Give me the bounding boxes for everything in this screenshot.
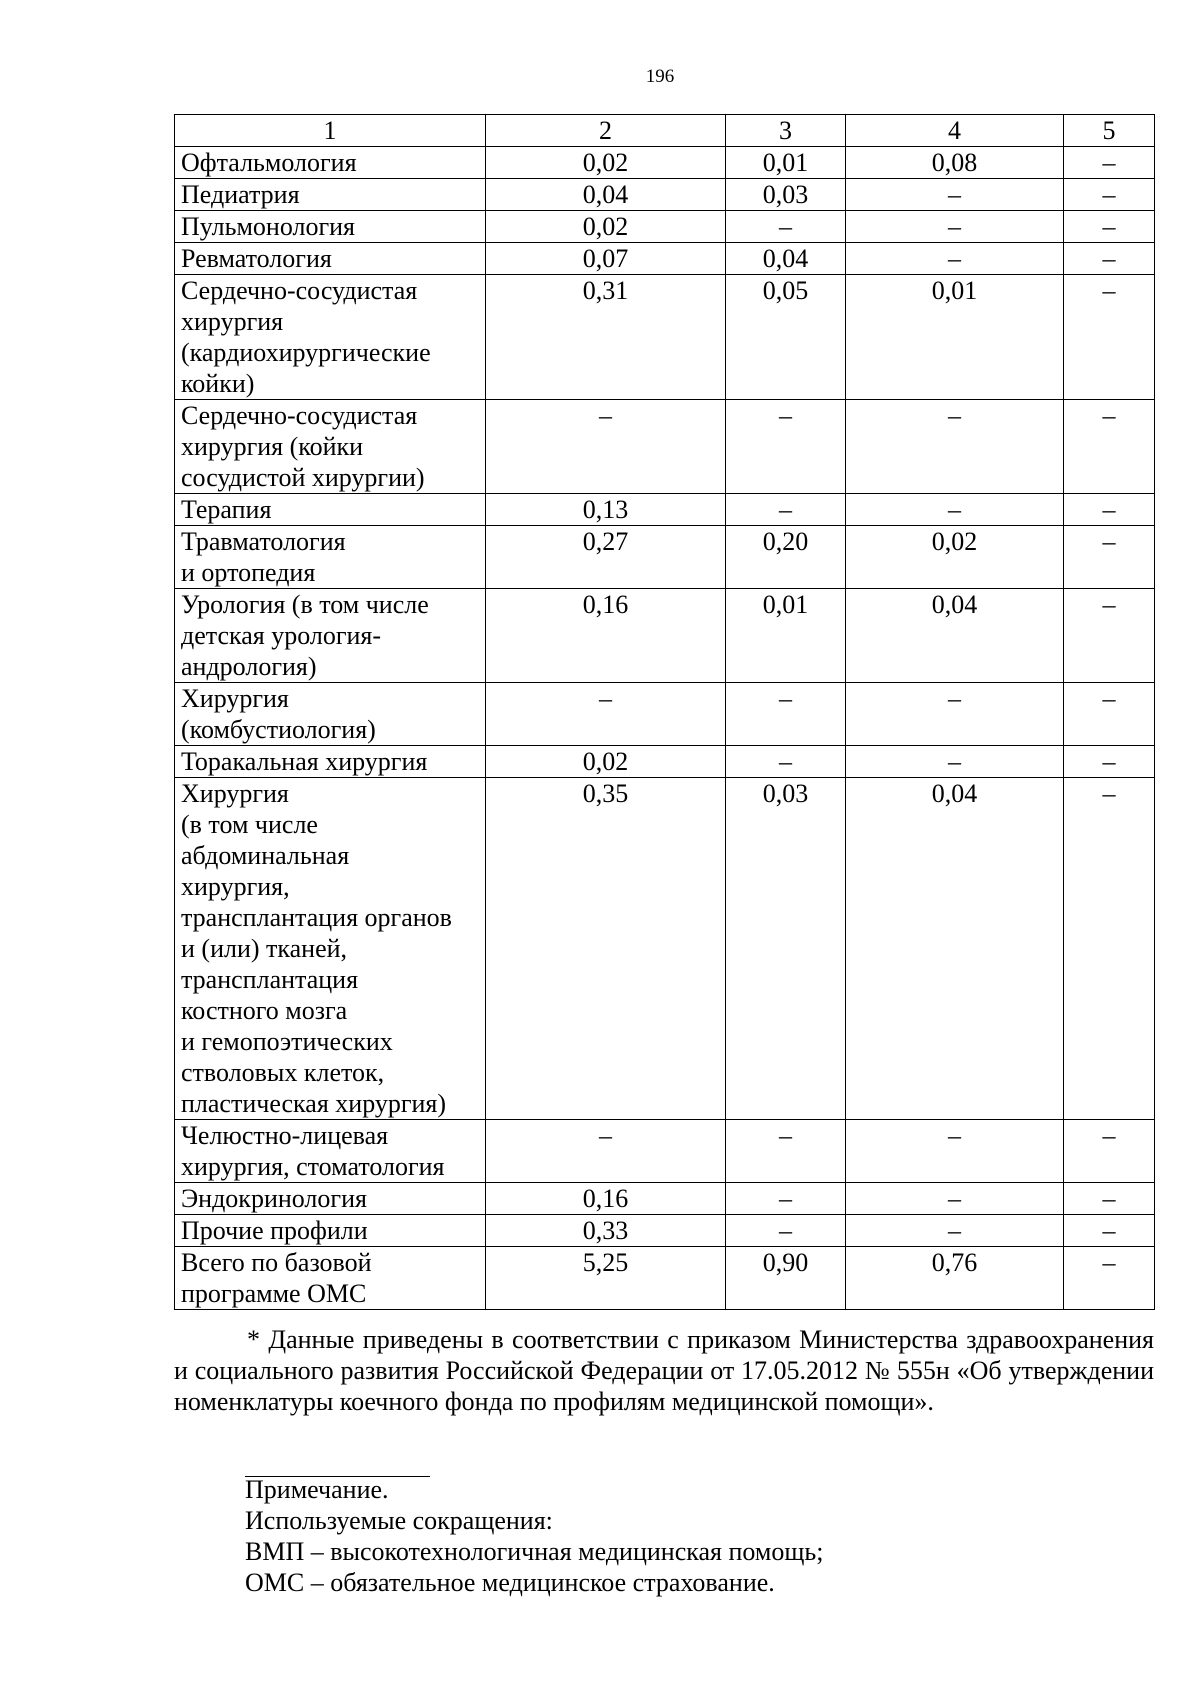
value-cell: 0,01 <box>726 147 846 179</box>
profile-name: Челюстно-лицевая хирургия, стоматология <box>181 1121 445 1181</box>
value-cell: – <box>1064 1183 1155 1215</box>
value-cell: – <box>486 400 726 494</box>
table-header-row <box>175 115 1155 147</box>
profile-name-cell <box>175 526 486 589</box>
value-cell: 0,16 <box>486 1183 726 1215</box>
profile-name: Торакальная хирургия <box>181 747 428 776</box>
table-row <box>175 1215 1155 1247</box>
value-cell: 0,76 <box>846 1247 1064 1310</box>
value-cell: – <box>726 400 846 494</box>
value-cell: – <box>846 1120 1064 1183</box>
table-row <box>175 526 1155 589</box>
value-cell: – <box>1064 147 1155 179</box>
note-item: ОМС – обязательное медицинское страхование. <box>245 1568 775 1597</box>
profile-name: Сердечно-сосудистая хирургия (койки сосудистой хирургии) <box>181 401 425 492</box>
value-cell: 0,04 <box>846 589 1064 683</box>
value-cell: – <box>846 400 1064 494</box>
profile-name-cell <box>175 746 486 778</box>
profile-name: Урология (в том числе детская урология- андрология) <box>181 590 429 681</box>
value-cell: – <box>846 211 1064 243</box>
value-cell: – <box>1064 275 1155 400</box>
value-cell: – <box>486 1120 726 1183</box>
value-cell: – <box>1064 683 1155 746</box>
value-cell: – <box>846 494 1064 526</box>
profile-name: Хирургия (комбустиология) <box>181 684 376 744</box>
profile-name-cell <box>175 589 486 683</box>
profile-name-cell <box>175 400 486 494</box>
value-cell: – <box>1064 1120 1155 1183</box>
value-cell: – <box>1064 179 1155 211</box>
column-header: 4 <box>846 115 1064 147</box>
note-subtitle: Используемые сокращения: <box>245 1506 553 1535</box>
value-cell: – <box>726 746 846 778</box>
note-title: Примечание. <box>245 1475 389 1504</box>
table-row <box>175 243 1155 275</box>
profile-name-cell <box>175 275 486 400</box>
value-cell: 0,08 <box>846 147 1064 179</box>
table-row <box>175 179 1155 211</box>
value-cell: – <box>1064 211 1155 243</box>
profile-name: Сердечно-сосудистая хирургия (кардиохирургические койки) <box>181 276 431 398</box>
value-cell: 0,20 <box>726 526 846 589</box>
value-cell: – <box>846 179 1064 211</box>
bed-fund-table <box>174 114 1155 1310</box>
value-cell: 0,33 <box>486 1215 726 1247</box>
profile-name: Пульмонология <box>181 212 356 241</box>
profile-name: Эндокринология <box>181 1184 367 1213</box>
profile-name-cell <box>175 683 486 746</box>
profile-name: Офтальмология <box>181 148 357 177</box>
profile-name-cell <box>175 778 486 1120</box>
profile-name-cell <box>175 147 486 179</box>
page-number: 196 <box>645 66 675 87</box>
value-cell: 0,01 <box>726 589 846 683</box>
profile-name: Ревматология <box>181 244 332 273</box>
table-row <box>175 746 1155 778</box>
value-cell: 0,03 <box>726 179 846 211</box>
value-cell: – <box>1064 243 1155 275</box>
table-row <box>175 778 1155 1120</box>
value-cell: 0,05 <box>726 275 846 400</box>
profile-name: Педиатрия <box>181 180 300 209</box>
note-block <box>245 1474 823 1598</box>
table-row <box>175 1120 1155 1183</box>
table-row <box>175 494 1155 526</box>
value-cell: – <box>846 1183 1064 1215</box>
value-cell: – <box>1064 778 1155 1120</box>
value-cell: – <box>726 211 846 243</box>
column-header: 5 <box>1064 115 1155 147</box>
column-header: 2 <box>486 115 726 147</box>
profile-name-cell <box>175 1215 486 1247</box>
table-row <box>175 1247 1155 1310</box>
table-row <box>175 211 1155 243</box>
table-row <box>175 589 1155 683</box>
value-cell: 0,02 <box>486 746 726 778</box>
profile-name: Прочие профили <box>181 1216 368 1245</box>
value-cell: – <box>1064 526 1155 589</box>
value-cell: 0,27 <box>486 526 726 589</box>
value-cell: – <box>1064 494 1155 526</box>
profile-name: Всего по базовой программе ОМС <box>181 1248 372 1308</box>
profile-name: Хирургия (в том числе абдоминальная хирургия, трансплантация органов и (или) тканей, трансплантация костного мозга и гемопоэтических стволовых клеток, пластическая хирургия) <box>181 779 452 1118</box>
value-cell: – <box>1064 1247 1155 1310</box>
value-cell: 0,16 <box>486 589 726 683</box>
value-cell: – <box>846 746 1064 778</box>
note-item: ВМП – высокотехнологичная медицинская помощь; <box>245 1537 824 1566</box>
table-row <box>175 275 1155 400</box>
column-header: 1 <box>175 115 486 147</box>
value-cell: – <box>846 1215 1064 1247</box>
value-cell: – <box>726 1215 846 1247</box>
value-cell: – <box>726 683 846 746</box>
value-cell: 0,02 <box>486 147 726 179</box>
value-cell: 5,25 <box>486 1247 726 1310</box>
value-cell: 0,07 <box>486 243 726 275</box>
value-cell: 0,01 <box>846 275 1064 400</box>
table-row <box>175 683 1155 746</box>
value-cell: 0,02 <box>486 211 726 243</box>
table-row <box>175 1183 1155 1215</box>
profile-name-cell <box>175 494 486 526</box>
value-cell: 0,04 <box>726 243 846 275</box>
profile-name: Терапия <box>181 495 272 524</box>
profile-name-cell <box>175 1183 486 1215</box>
value-cell: 0,03 <box>726 778 846 1120</box>
value-cell: 0,02 <box>846 526 1064 589</box>
value-cell: 0,04 <box>486 179 726 211</box>
value-cell: – <box>1064 400 1155 494</box>
profile-name-cell <box>175 1120 486 1183</box>
value-cell: 0,04 <box>846 778 1064 1120</box>
value-cell: – <box>726 1120 846 1183</box>
table-row <box>175 400 1155 494</box>
value-cell: – <box>846 243 1064 275</box>
table-row <box>175 147 1155 179</box>
value-cell: – <box>1064 589 1155 683</box>
table-body <box>175 147 1155 1310</box>
value-cell: – <box>486 683 726 746</box>
value-cell: 0,13 <box>486 494 726 526</box>
value-cell: 0,90 <box>726 1247 846 1310</box>
value-cell: 0,31 <box>486 275 726 400</box>
value-cell: 0,35 <box>486 778 726 1120</box>
profile-name-cell <box>175 179 486 211</box>
value-cell: – <box>1064 1215 1155 1247</box>
profile-name: Травматология и ортопедия <box>181 527 346 587</box>
value-cell: – <box>726 1183 846 1215</box>
profile-name-cell <box>175 243 486 275</box>
value-cell: – <box>1064 746 1155 778</box>
value-cell: – <box>726 494 846 526</box>
footnote: * Данные приведены в соответствии с приказом Министерства здравоохранения и социального развития Российской Федерации от 17.05.2012 № 555н «Об утверждении номенклатуры коечного фонда по профилям медицинской помощи». <box>174 1325 1154 1416</box>
profile-name-cell <box>175 1247 486 1310</box>
value-cell: – <box>846 683 1064 746</box>
column-header: 3 <box>726 115 846 147</box>
profile-name-cell <box>175 211 486 243</box>
